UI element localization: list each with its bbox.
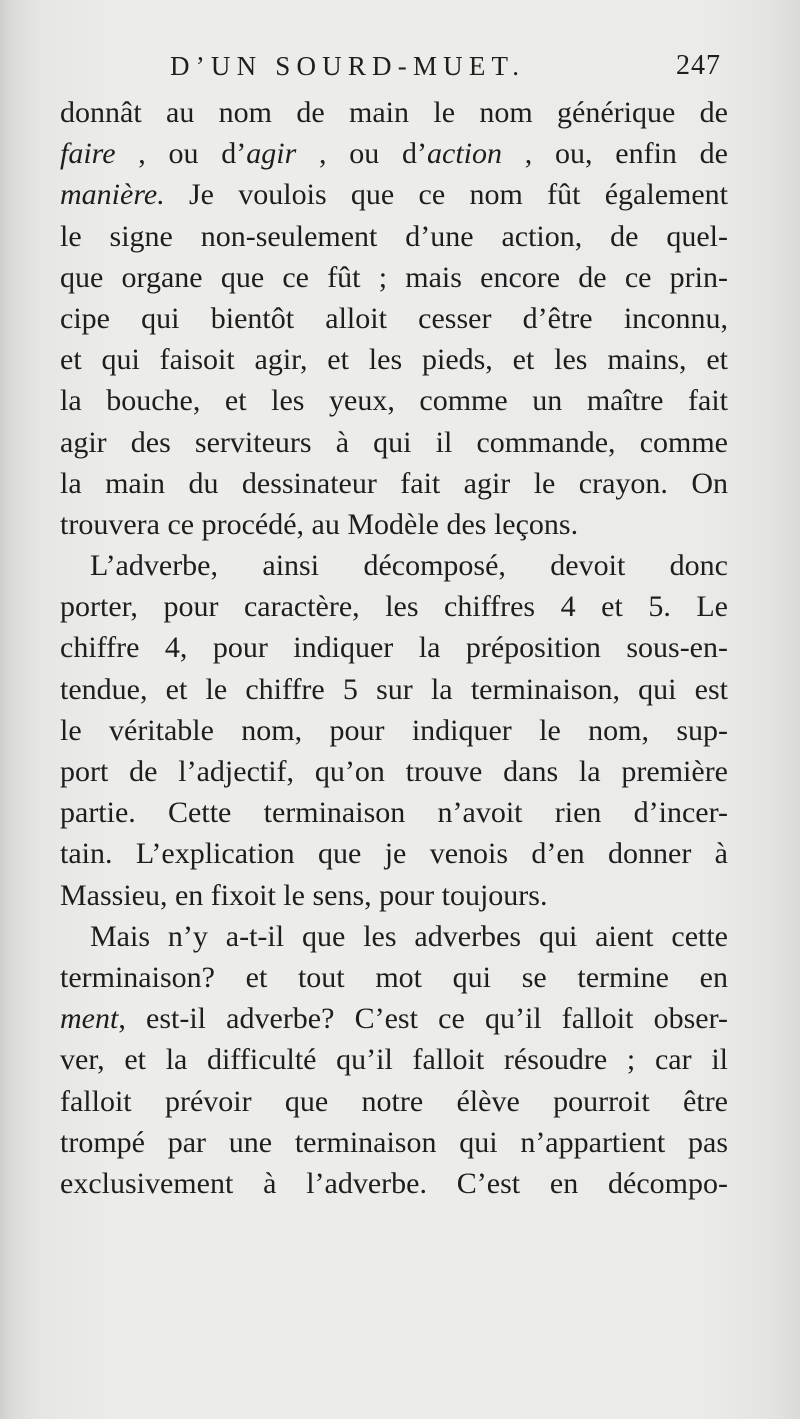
text-segment: terminaison? et tout mot qui se termine en bbox=[60, 960, 728, 994]
text-line bbox=[60, 751, 728, 792]
text-segment: et qui faisoit agir, et les pieds, et les mains, et bbox=[60, 343, 728, 377]
italic-text-segment: ment bbox=[60, 1002, 119, 1036]
text-segment: , ou d’ bbox=[115, 137, 247, 171]
text-segment: tain. L’explication que je venois d’en donner à bbox=[60, 837, 728, 871]
text-segment: exclusivement à l’adverbe. C’est en décompo- bbox=[60, 1166, 728, 1200]
text-segment: L’adverbe, ainsi décomposé, devoit donc bbox=[90, 549, 728, 583]
text-segment: tendue, et le chiffre 5 sur la terminaison, qui est bbox=[60, 672, 728, 706]
text-segment: trouvera ce procédé, au Modèle des leçons. bbox=[60, 507, 579, 541]
text-line bbox=[60, 710, 728, 751]
text-segment: porter, pour caractère, les chiffres 4 et 5. Le bbox=[60, 590, 728, 624]
body-text bbox=[60, 92, 728, 1204]
text-line bbox=[60, 792, 728, 833]
text-line bbox=[60, 916, 728, 957]
text-segment: la main du dessinateur fait agir le crayon. On bbox=[60, 466, 728, 500]
text-segment: , ou d’ bbox=[296, 137, 428, 171]
text-line bbox=[60, 133, 728, 174]
text-line bbox=[60, 627, 728, 668]
italic-text-segment: manière. bbox=[60, 178, 165, 212]
text-segment: le signe non-seulement d’une action, de quel- bbox=[60, 219, 728, 253]
text-segment: la bouche, et les yeux, comme un maître fait bbox=[60, 384, 728, 418]
text-line bbox=[60, 1163, 728, 1204]
text-segment: agir des serviteurs à qui il commande, comme bbox=[60, 425, 728, 459]
italic-text-segment: faire bbox=[60, 137, 116, 171]
text-line bbox=[60, 1081, 728, 1122]
text-line bbox=[60, 422, 728, 463]
text-segment: port de l’adjectif, qu’on trouve dans la première bbox=[60, 755, 728, 788]
text-segment: donnât au nom de main le nom générique de bbox=[60, 96, 728, 129]
text-line bbox=[60, 586, 728, 627]
text-segment: le véritable nom, pour indiquer le nom, sup- bbox=[60, 713, 728, 747]
page-header bbox=[0, 46, 800, 86]
text-line bbox=[60, 92, 728, 133]
text-segment: , ou, enfin de bbox=[502, 137, 728, 171]
text-line bbox=[60, 298, 728, 339]
running-title: D’UN SOURD-MUET. bbox=[170, 51, 526, 81]
text-line bbox=[60, 833, 728, 874]
text-line bbox=[60, 174, 728, 215]
text-line bbox=[60, 1039, 728, 1080]
text-line bbox=[60, 998, 728, 1039]
text-segment: Je voulois que ce nom fût également bbox=[164, 178, 728, 212]
italic-text-segment: action bbox=[427, 137, 503, 171]
text-line bbox=[60, 875, 728, 916]
page-number: 247 bbox=[676, 50, 721, 81]
text-segment: Mais n’y a-t-il que les adverbes qui aient cette bbox=[90, 919, 728, 953]
text-segment: cipe qui bientôt alloit cesser d’être inconnu, bbox=[60, 301, 728, 335]
text-segment: partie. Cette terminaison n’avoit rien d’incer- bbox=[60, 796, 728, 830]
text-line bbox=[60, 257, 728, 298]
text-line bbox=[60, 463, 728, 504]
text-line bbox=[60, 216, 728, 257]
text-line bbox=[60, 957, 728, 998]
text-line bbox=[60, 504, 728, 545]
text-line bbox=[60, 380, 728, 421]
text-segment: trompé par une terminaison qui n’appartient pas bbox=[60, 1125, 728, 1159]
text-segment: chiffre 4, pour indiquer la préposition sous-en- bbox=[60, 631, 728, 665]
text-line bbox=[60, 545, 728, 586]
italic-text-segment: agir bbox=[246, 137, 297, 171]
text-segment: falloit prévoir que notre élève pourroit être bbox=[60, 1084, 728, 1118]
text-segment: que organe que ce fût ; mais encore de ce prin- bbox=[60, 260, 728, 294]
text-line bbox=[60, 669, 728, 710]
text-segment: , est-il adverbe? C’est ce qu’il falloit obser- bbox=[118, 1002, 728, 1036]
text-segment: Massieu, en fixoit le sens, pour toujours. bbox=[60, 878, 548, 912]
text-line bbox=[60, 339, 728, 380]
text-segment: ver, et la difficulté qu’il falloit résoudre ; car il bbox=[60, 1043, 728, 1077]
text-line bbox=[60, 1122, 728, 1163]
